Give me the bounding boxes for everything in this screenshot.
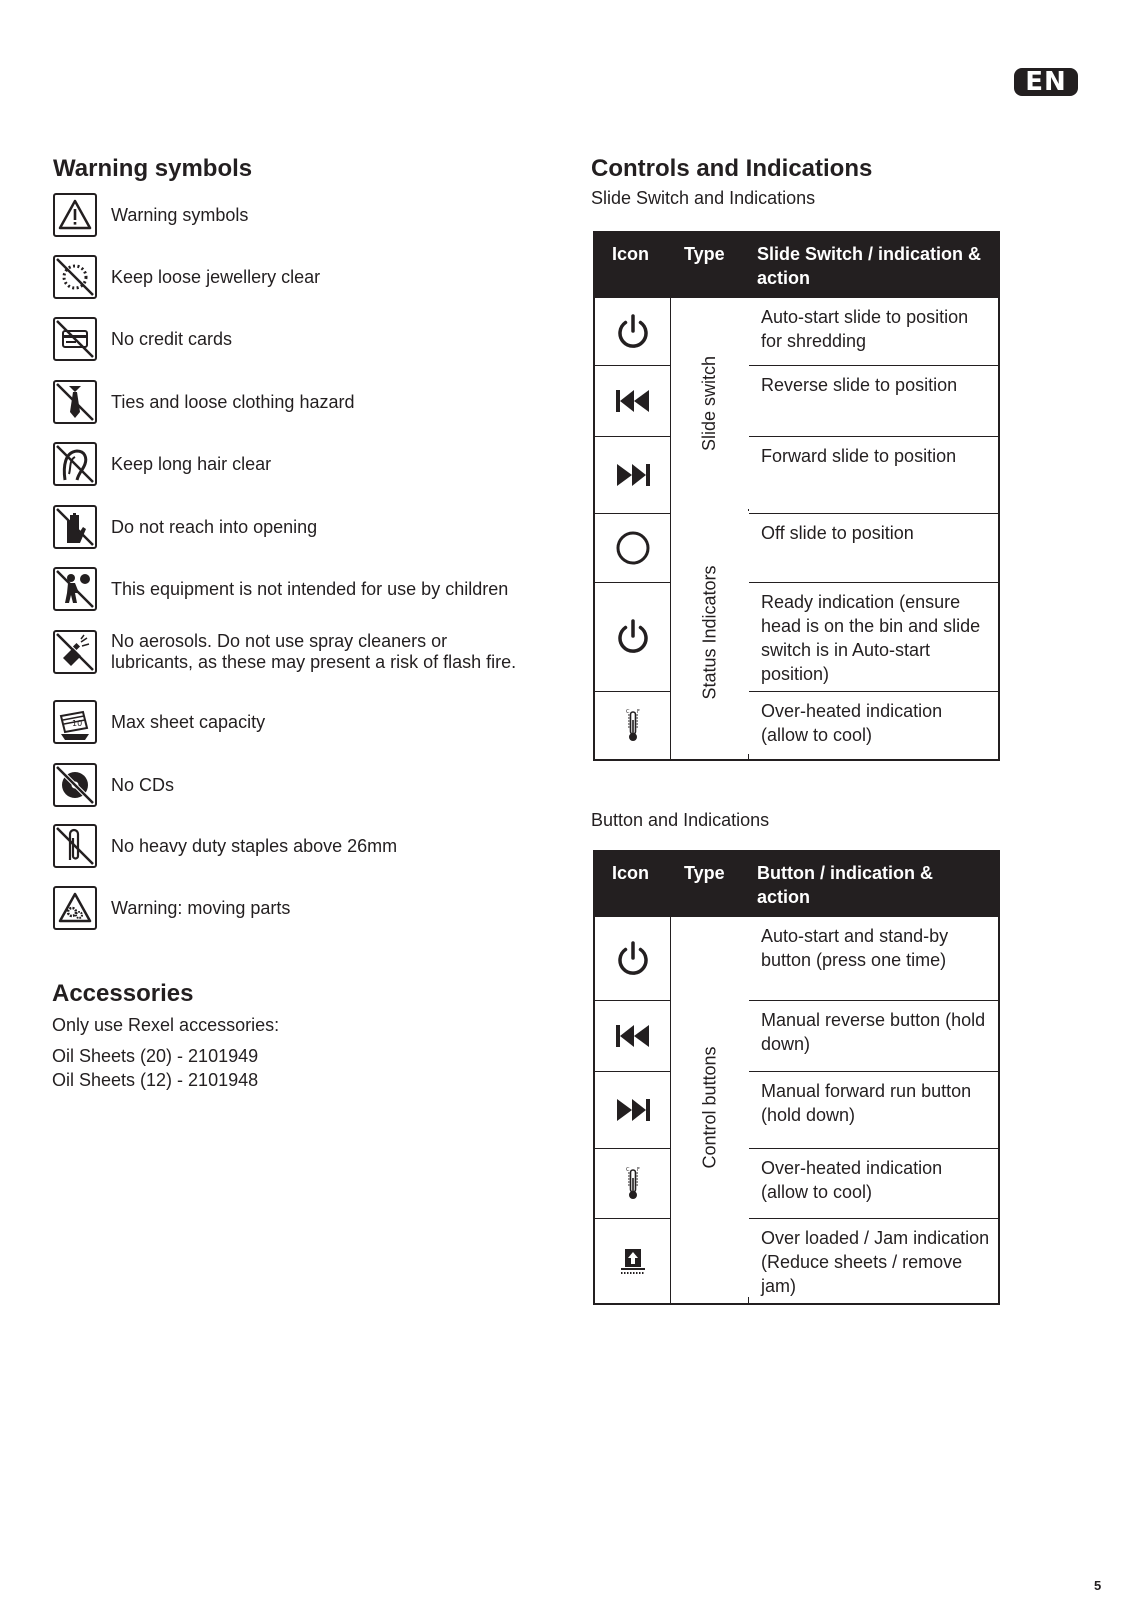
header-desc: Button / indication & action: [757, 863, 933, 907]
warning-item: [53, 763, 511, 807]
warning-label: No aerosols. Do not use spray cleaners or lubricants, as these may present a risk of flash fire.: [111, 631, 517, 672]
warning-label: Keep long hair clear: [111, 453, 272, 474]
controls-title: Controls and Indications: [591, 155, 873, 182]
warning-item: [53, 255, 511, 299]
no-ties-icon: [53, 380, 97, 424]
warning-item: [53, 567, 511, 611]
table-header: [595, 852, 998, 917]
svg-text:F: F: [636, 708, 640, 715]
row-desc: Manual reverse button (hold down): [761, 1010, 986, 1054]
warning-label: No credit cards: [111, 328, 233, 349]
header-icon: Icon: [612, 863, 650, 883]
warning-item: [53, 380, 511, 424]
power-icon: [613, 312, 653, 352]
power-icon: [613, 617, 653, 657]
header-desc: Slide Switch / indication & action: [757, 244, 982, 288]
reverse-icon: [613, 381, 653, 421]
long-hair-icon: [53, 442, 97, 486]
accessory-item: Oil Sheets (12) - 2101948: [52, 1070, 259, 1090]
svg-text:F: F: [636, 1166, 640, 1173]
no-aerosols-icon: [53, 630, 97, 674]
type-label: Slide switch: [699, 355, 720, 452]
header-type: Type: [684, 244, 725, 264]
row-desc: Reverse slide to position: [761, 375, 958, 395]
svg-text:C: C: [625, 708, 629, 715]
warning-triangle-icon: [53, 193, 97, 237]
warning-item: [53, 442, 511, 486]
language-badge: EN: [1014, 68, 1078, 96]
row-desc: Off slide to position: [761, 523, 914, 543]
table-row: [595, 436, 998, 513]
moving-parts-icon: [53, 886, 97, 930]
accessory-item: Oil Sheets (20) - 2101949: [52, 1046, 259, 1066]
table-row: [595, 1071, 998, 1148]
header-icon: Icon: [612, 244, 650, 264]
jam-icon: [613, 1241, 653, 1281]
thermometer-icon: [613, 1164, 653, 1204]
warning-item: [53, 193, 511, 237]
table-row: [595, 691, 998, 759]
row-desc: Over loaded / Jam indication (Reduce sheets / remove jam): [761, 1228, 990, 1296]
no-jewellery-icon: [53, 255, 97, 299]
warning-item: [53, 700, 511, 744]
table-row: [595, 1148, 998, 1218]
type-group-control-buttons: [671, 917, 749, 1297]
header-type: Type: [684, 863, 725, 883]
slide-table-subtitle: Slide Switch and Indications: [591, 188, 816, 208]
no-cds-icon: [53, 763, 97, 807]
warning-label: Do not reach into opening: [111, 516, 318, 537]
max-sheet-capacity-icon: [53, 700, 97, 744]
warning-label: Warning: moving parts: [111, 897, 291, 918]
table-row: [595, 298, 998, 365]
off-circle-icon: [613, 528, 653, 568]
warning-item: [53, 886, 511, 930]
warning-label: Warning symbols: [111, 204, 249, 225]
warning-item: [53, 630, 531, 674]
row-desc: Manual forward run button (hold down): [761, 1081, 972, 1125]
reverse-icon: [613, 1016, 653, 1056]
type-label: Status Indicators: [699, 565, 720, 700]
forward-icon: [613, 455, 653, 495]
no-staples-icon: [53, 824, 97, 868]
warning-label: No heavy duty staples above 26mm: [111, 835, 398, 856]
warning-symbols-title: Warning symbols: [53, 155, 253, 182]
table-header: [595, 233, 998, 298]
row-desc: Over-heated indication (allow to cool): [761, 1158, 943, 1202]
thermometer-icon: [613, 706, 653, 746]
row-desc: Forward slide to position: [761, 446, 957, 466]
forward-icon: [613, 1090, 653, 1130]
warning-label: This equipment is not intended for use by children: [111, 578, 509, 599]
row-desc: Auto-start slide to position for shredding: [761, 307, 969, 351]
svg-text:C: C: [625, 1166, 629, 1173]
page-number: 5: [1094, 1578, 1102, 1593]
warning-item: [53, 824, 511, 868]
table-row: [595, 1218, 998, 1303]
table-row: [595, 582, 998, 691]
svg-text:10: 10: [72, 719, 83, 728]
type-label: Control buttons: [699, 1045, 720, 1169]
row-desc: Over-heated indication (allow to cool): [761, 701, 943, 745]
warning-label: Max sheet capacity: [111, 711, 266, 732]
button-table-subtitle: Button and Indications: [591, 810, 770, 830]
type-group-status-indicators: [671, 511, 749, 754]
table-row: [595, 917, 998, 1000]
button-table: [593, 850, 1000, 1305]
row-desc: Auto-start and stand-by button (press one time): [761, 926, 949, 970]
table-row: [595, 365, 998, 436]
accessories-intro: Only use Rexel accessories:: [52, 1015, 280, 1035]
slide-switch-table: [593, 231, 1000, 761]
type-group-slide-switch: [671, 298, 749, 509]
table-row: [595, 513, 998, 582]
warning-label: Keep loose jewellery clear: [111, 266, 321, 287]
power-icon: [613, 939, 653, 979]
no-hand-icon: [53, 505, 97, 549]
no-credit-cards-icon: [53, 317, 97, 361]
warning-item: [53, 317, 511, 361]
warning-item: [53, 505, 511, 549]
table-row: [595, 1000, 998, 1071]
no-children-icon: [53, 567, 97, 611]
warning-label: No CDs: [111, 774, 175, 795]
accessories-title: Accessories: [52, 980, 194, 1007]
row-desc: Ready indication (ensure head is on the bin and slide switch is in Auto-start position): [761, 592, 981, 684]
warning-label: Ties and loose clothing hazard: [111, 391, 355, 412]
